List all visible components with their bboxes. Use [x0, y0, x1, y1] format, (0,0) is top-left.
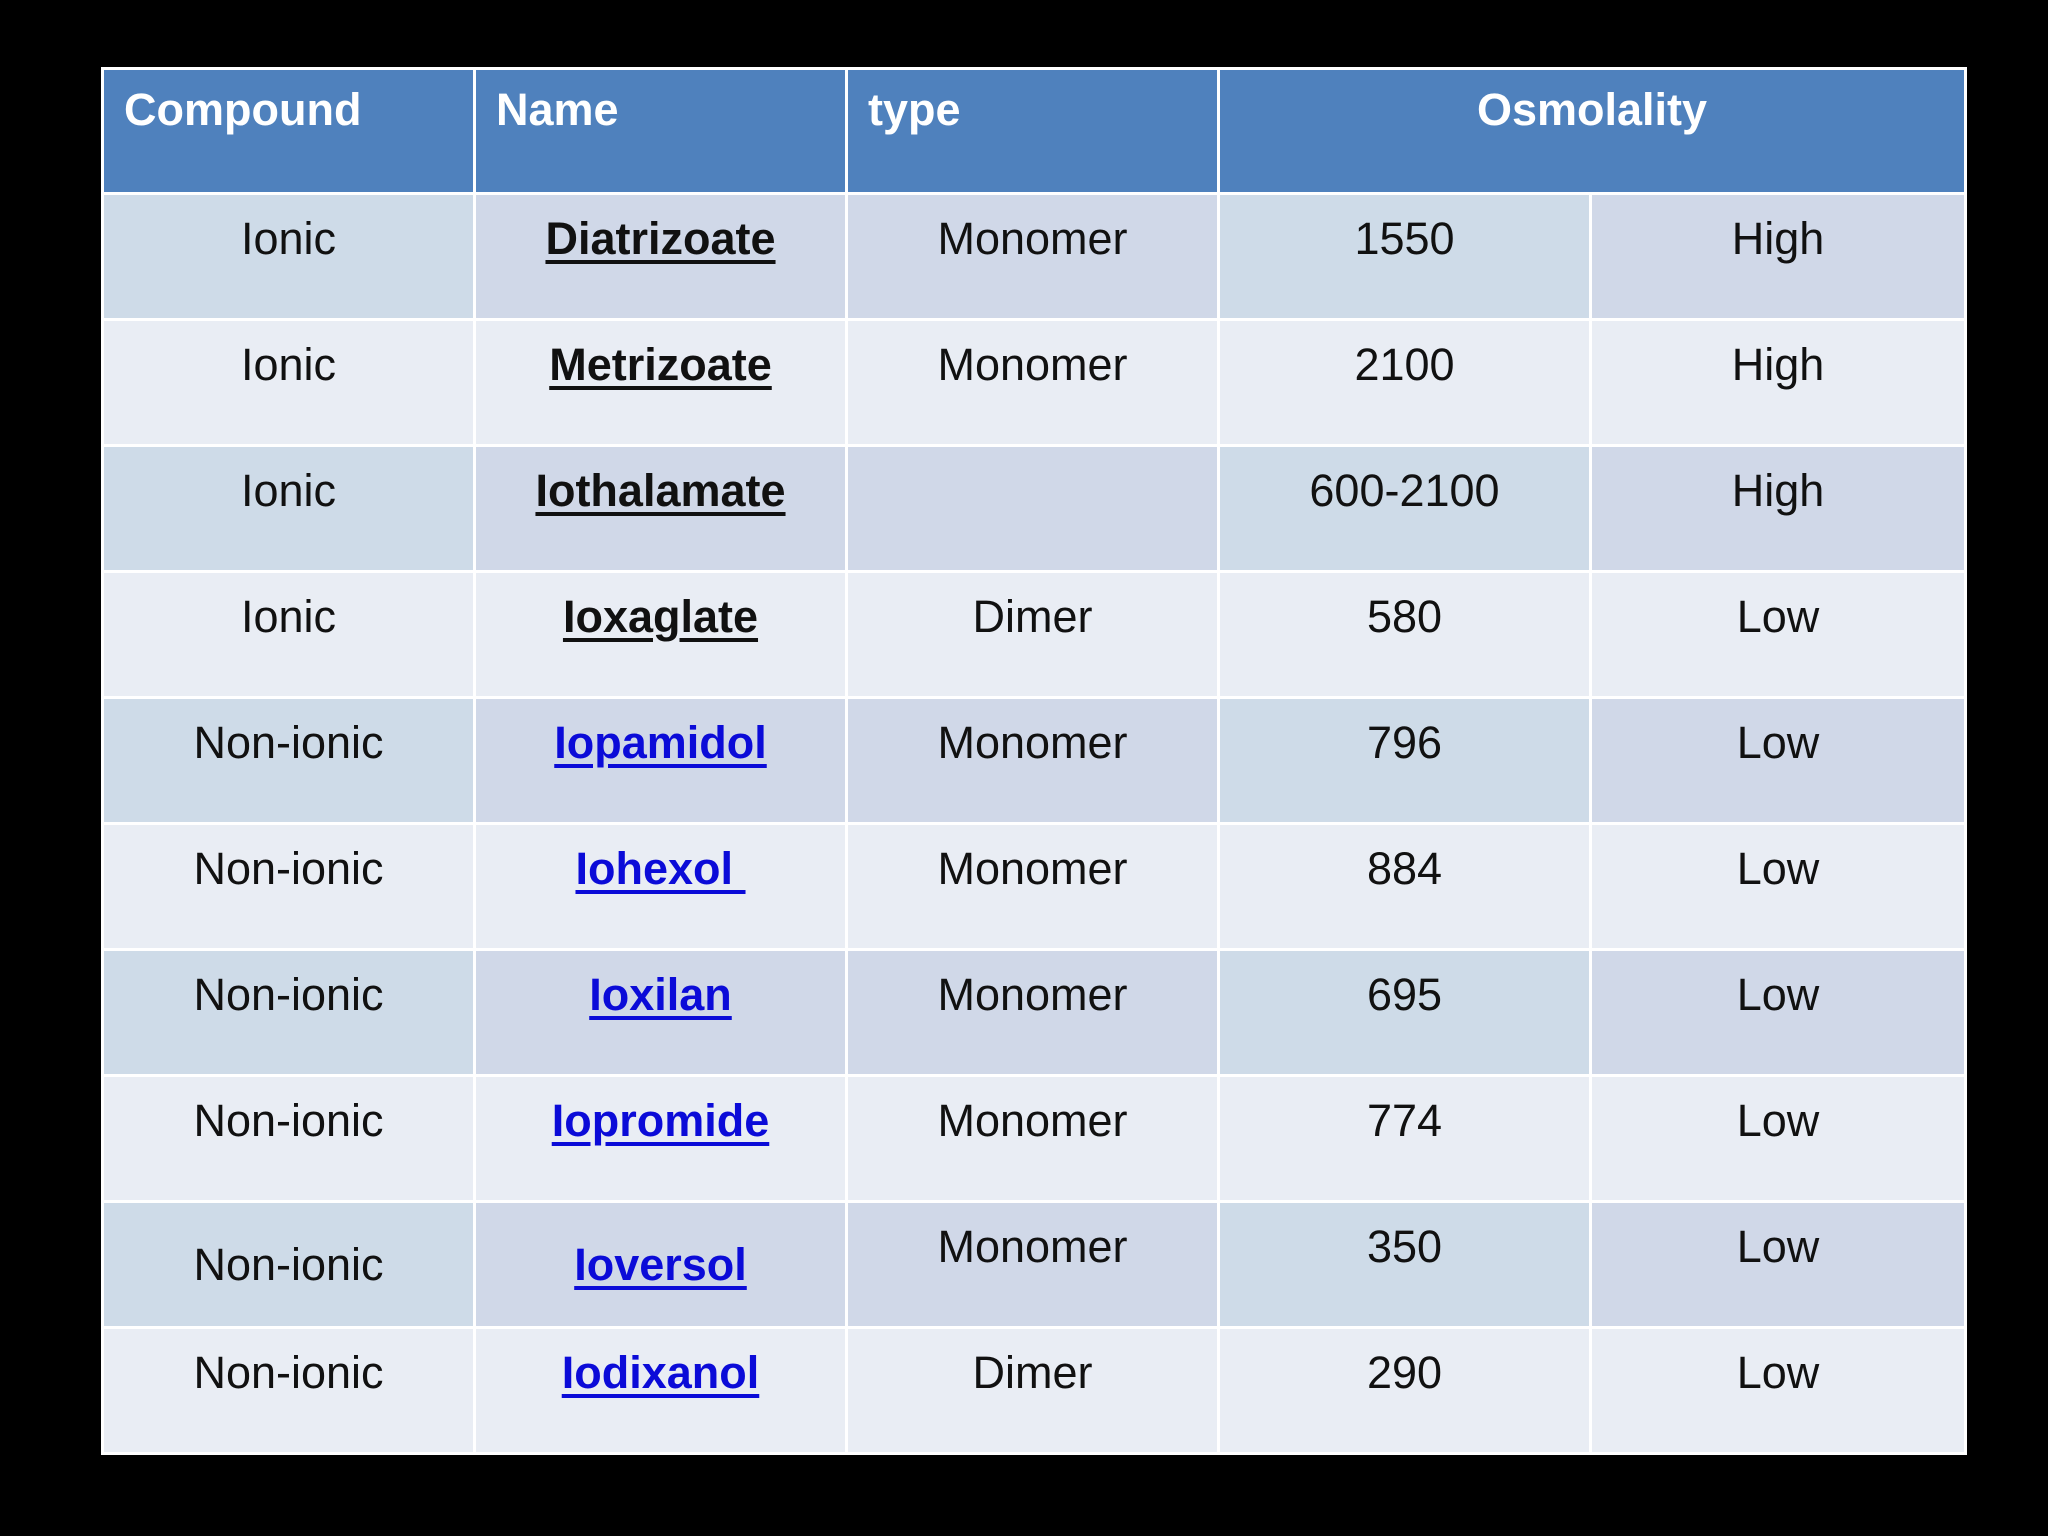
compound-name-link[interactable]: Iopromide [551, 1095, 770, 1146]
cell-compound: Ionic [103, 320, 475, 446]
header-compound: Compound [103, 69, 475, 194]
table-row [103, 1328, 1966, 1454]
cell-compound: Non-ionic [103, 1202, 475, 1328]
cell-compound: Ionic [103, 446, 475, 572]
table-row [103, 194, 1966, 320]
cell-compound: Non-ionic [103, 698, 475, 824]
cell-osmolality-value: 580 [1219, 572, 1591, 698]
cell-type: Monomer [847, 194, 1219, 320]
cell-osmolality-level: High [1591, 320, 1966, 446]
cell-compound: Non-ionic [103, 824, 475, 950]
cell-type: Dimer [847, 572, 1219, 698]
cell-osmolality-level: Low [1591, 572, 1966, 698]
header-name: Name [475, 69, 847, 194]
cell-osmolality-value: 350 [1219, 1202, 1591, 1328]
table-row [103, 698, 1966, 824]
cell-compound: Ionic [103, 194, 475, 320]
table-row [103, 1202, 1966, 1328]
compound-name-link[interactable]: Ioxilan [589, 969, 732, 1020]
cell-type [847, 446, 1219, 572]
cell-type: Monomer [847, 1202, 1219, 1328]
compound-name-link[interactable]: Ioversol [574, 1238, 747, 1290]
cell-compound: Non-ionic [103, 1076, 475, 1202]
cell-name [475, 320, 847, 446]
table-row [103, 950, 1966, 1076]
cell-name [475, 698, 847, 824]
cell-name [475, 950, 847, 1076]
table-row [103, 824, 1966, 950]
cell-osmolality-level: Low [1591, 950, 1966, 1076]
cell-osmolality-level: Low [1591, 698, 1966, 824]
cell-name [475, 446, 847, 572]
compound-name-link[interactable]: Iopamidol [554, 717, 767, 768]
cell-osmolality-level: High [1591, 446, 1966, 572]
cell-osmolality-level: High [1591, 194, 1966, 320]
table-body [103, 194, 1966, 1454]
cell-osmolality-value: 796 [1219, 698, 1591, 824]
cell-osmolality-value: 1550 [1219, 194, 1591, 320]
cell-compound: Ionic [103, 572, 475, 698]
header-osmolality: Osmolality [1219, 69, 1966, 194]
cell-type: Monomer [847, 824, 1219, 950]
cell-osmolality-value: 774 [1219, 1076, 1591, 1202]
compound-name: Iothalamate [535, 465, 786, 516]
cell-osmolality-level: Low [1591, 1076, 1966, 1202]
cell-osmolality-value: 600-2100 [1219, 446, 1591, 572]
cell-osmolality-value: 290 [1219, 1328, 1591, 1454]
cell-type: Monomer [847, 950, 1219, 1076]
cell-name [475, 194, 847, 320]
contrast-media-table [101, 67, 1967, 1455]
cell-name [475, 572, 847, 698]
compound-name: Metrizoate [549, 339, 772, 390]
cell-osmolality-value: 695 [1219, 950, 1591, 1076]
compound-name-link[interactable]: Iodixanol [561, 1347, 760, 1398]
contrast-media-table-container [101, 67, 1964, 1455]
header-row [103, 69, 1966, 194]
cell-osmolality-level: Low [1591, 1328, 1966, 1454]
cell-name [475, 1328, 847, 1454]
table-row [103, 446, 1966, 572]
compound-name: Diatrizoate [545, 213, 776, 264]
cell-osmolality-level: Low [1591, 824, 1966, 950]
cell-name [475, 1202, 847, 1328]
cell-compound: Non-ionic [103, 1328, 475, 1454]
cell-name [475, 824, 847, 950]
compound-name-link[interactable]: Iohexol [575, 843, 746, 894]
cell-name [475, 1076, 847, 1202]
header-type: type [847, 69, 1219, 194]
table-row [103, 1076, 1966, 1202]
cell-type: Dimer [847, 1328, 1219, 1454]
cell-type: Monomer [847, 698, 1219, 824]
table-row [103, 320, 1966, 446]
compound-name: Ioxaglate [562, 591, 759, 642]
table-row [103, 572, 1966, 698]
cell-compound: Non-ionic [103, 950, 475, 1076]
cell-osmolality-level: Low [1591, 1202, 1966, 1328]
cell-type: Monomer [847, 1076, 1219, 1202]
cell-type: Monomer [847, 320, 1219, 446]
cell-osmolality-value: 2100 [1219, 320, 1591, 446]
cell-osmolality-value: 884 [1219, 824, 1591, 950]
